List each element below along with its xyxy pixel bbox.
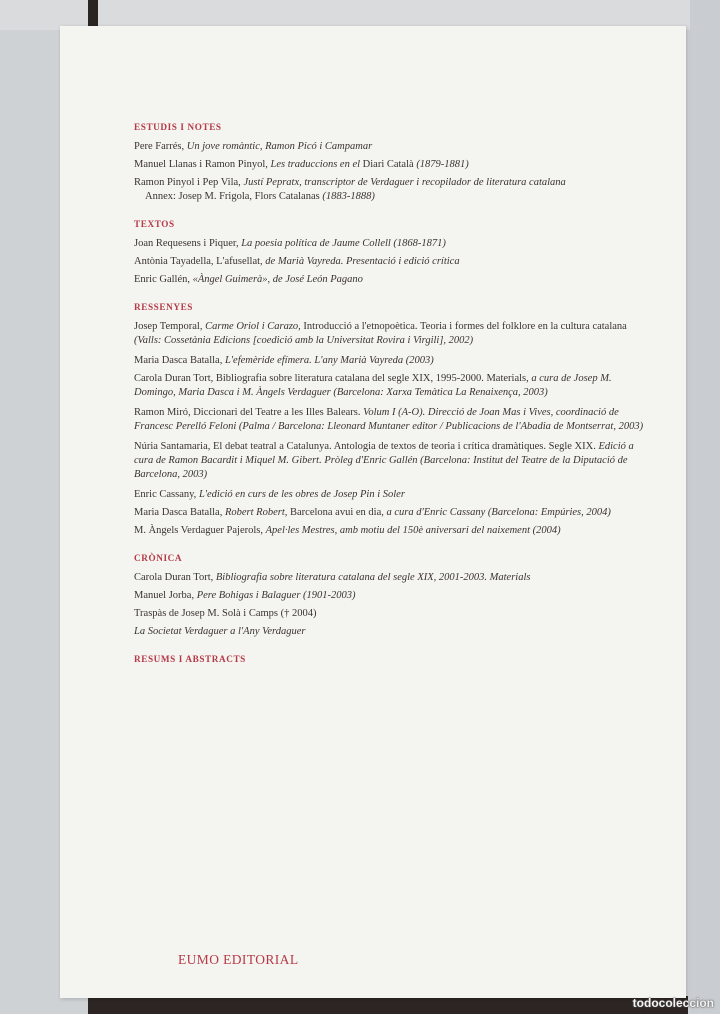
entry-author: Maria Dasca Batalla, — [134, 507, 225, 518]
entry-title: L'edició en curs de les obres de Josep Pin i Soler — [198, 489, 405, 500]
entry-title: «Àngel Guimerà», de José León Pagano — [192, 274, 363, 285]
section — [134, 120, 654, 204]
toc-entry — [134, 488, 654, 502]
entry-title2: (1879-1881) — [416, 159, 469, 170]
entry-author: Antònia Tayadella, L'afusellat, — [134, 256, 266, 267]
entry-rest: Diari Català — [360, 159, 417, 170]
section-title: TEXTOS — [134, 219, 175, 229]
toc-entry — [134, 589, 654, 603]
section-title: CRÒNICA — [134, 553, 183, 563]
publisher-name: EUMO EDITORIAL — [178, 952, 299, 967]
annex-text: Annex: Josep M. Frigola, Flors Catalanas — [145, 191, 323, 202]
section — [134, 551, 654, 639]
entry-rest: El debat teatral a Catalunya. Antologia de textos de teoria i crítica dramàtiques. Segle XIX. — [213, 441, 599, 452]
entry-annex — [134, 190, 654, 204]
toc-entry — [134, 440, 654, 482]
book-back-cover — [60, 26, 686, 998]
toc-entry — [134, 506, 654, 520]
section-title: RESSENYES — [134, 302, 194, 312]
entry-author: Enric Gallén, — [134, 274, 193, 285]
entry-title: Carme Oriol i Carazo, — [205, 321, 301, 332]
entry-author: Manuel Llanas i Ramon Pinyol, — [134, 159, 271, 170]
toc-entry — [134, 273, 654, 287]
book-spine-bottom — [88, 996, 688, 1014]
entry-title: La Societat Verdaguer a l'Any Verdaguer — [134, 626, 306, 637]
entry-rest: Introducció a l'etnopoètica. Teoria i formes del folklore en la cultura catalana — [300, 321, 627, 332]
entry-author: Ramon Miró, — [134, 407, 194, 418]
toc-entry — [134, 524, 654, 538]
toc-entry — [134, 354, 654, 368]
toc-entry — [134, 158, 654, 172]
section — [134, 300, 654, 538]
entry-title2: Edició a cura de Ramon Bacardit i Miquel M. Gibert. Pròleg d'Enric Gallén (Barcelona: Institut del Teatre de la Diputació de Barcelona, 2003) — [134, 441, 634, 480]
entry-author: Carola Duran Tort, — [134, 373, 216, 384]
entry-author: Traspàs de Josep M. Solà i Camps († 2004) — [134, 608, 317, 619]
toc-entry — [134, 625, 654, 639]
entry-title: Justí Pepratx, transcriptor de Verdaguer i recopilador de literatura catalana — [243, 177, 566, 188]
entry-author: Josep Temporal, — [134, 321, 206, 332]
entry-title2: a cura d'Enric Cassany (Barcelona: Empúries, 2004) — [386, 507, 611, 518]
toc-entry — [134, 320, 654, 348]
section — [134, 217, 654, 287]
entry-author: Carola Duran Tort, — [134, 572, 216, 583]
toc-entry — [134, 607, 654, 621]
entry-author: M. Àngels Verdaguer Pajerols, — [134, 525, 266, 536]
watermark: todocoleccion — [632, 996, 714, 1010]
book-spine — [88, 0, 98, 28]
entry-rest: Diccionari del Teatre a les Illes Balears. — [193, 407, 364, 418]
entry-title: Pere Bohigas i Balaguer (1901-2003) — [196, 590, 356, 601]
toc-entry — [134, 255, 654, 269]
section-title: RESUMS I ABSTRACTS — [134, 654, 246, 664]
entry-title2: (Valls: Cossetània Edicions [coedició amb la Universitat Rovira i Virgili], 2002) — [134, 335, 474, 346]
toc-entry — [134, 372, 654, 400]
toc-entry — [134, 140, 654, 154]
entry-author: Manuel Jorba, — [134, 590, 197, 601]
entry-title: Bibliografia sobre literatura catalana del segle XIX, 2001-2003. Materials — [215, 572, 531, 583]
entry-author: Enric Cassany, — [134, 489, 199, 500]
entry-rest: Bibliografia sobre literatura catalana del segle XIX, 1995-2000. Materials, — [215, 373, 532, 384]
entry-author: Joan Requesens i Piquer, — [134, 238, 242, 249]
annex-years: (1883-1888) — [322, 191, 375, 202]
entry-title: de Marià Vayreda. Presentació i edició crítica — [265, 256, 460, 267]
entry-title: Apel·les Mestres, amb motiu del 150è aniversari del naixement (2004) — [265, 525, 561, 536]
toc-entry — [134, 571, 654, 585]
entry-title2: Volum I (A-O). Direcció de Joan Mas i Vives, coordinació de Francesc Perelló Feloni (Palma / Barcelona: Lleonard Muntaner editor / Publicacions de l'Abadia de Montserrat, 2003) — [134, 407, 644, 432]
entry-author: Núria Santamaria, — [134, 441, 214, 452]
toc-entry — [134, 176, 654, 204]
entry-title: La poesia política de Jaume Collell (1868-1871) — [241, 238, 446, 249]
toc-entry — [134, 237, 654, 251]
section-title: ESTUDIS I NOTES — [134, 122, 222, 132]
entry-title: Un jove romàntic, Ramon Picó i Campamar — [186, 141, 373, 152]
entry-author: Pere Farrés, — [134, 141, 187, 152]
table-of-contents — [134, 120, 654, 679]
background-right — [690, 0, 720, 1014]
entry-title2: a cura de Josep M. Domingo, Maria Dasca i M. Àngels Verdaguer (Barcelona: Xarxa Temàtica La Renaixença, 2003) — [134, 373, 612, 398]
entry-author: Ramon Pinyol i Pep Vila, — [134, 177, 244, 188]
toc-entry — [134, 406, 654, 434]
entry-author: Maria Dasca Batalla, — [134, 355, 225, 366]
entry-title: Robert Robert, — [224, 507, 288, 518]
entry-rest: Barcelona avui en dia, — [287, 507, 387, 518]
entry-title: L'efemèride efímera. L'any Marià Vayreda (2003) — [224, 355, 434, 366]
section — [134, 652, 654, 666]
entry-title: Les traduccions en el — [270, 159, 361, 170]
